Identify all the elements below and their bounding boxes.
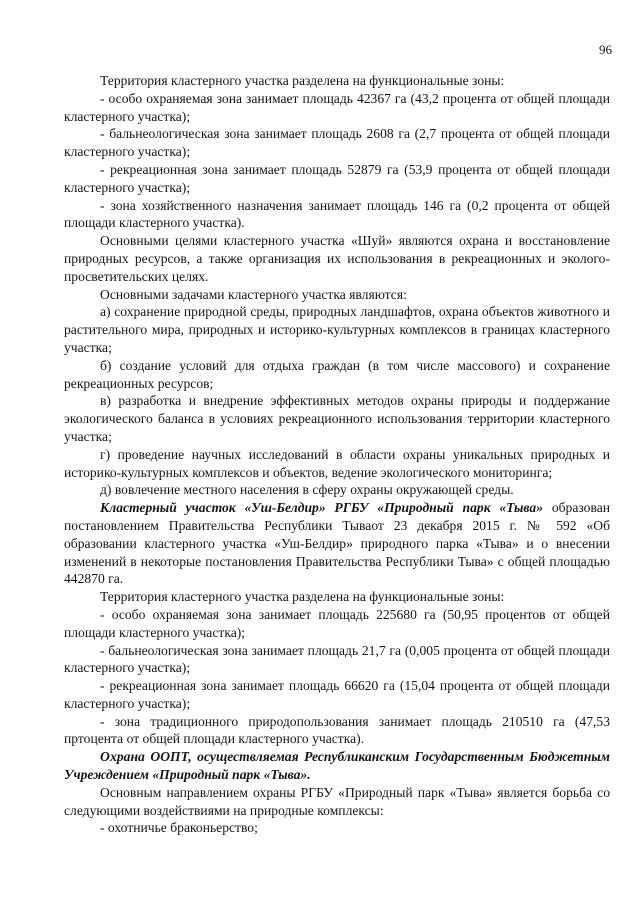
poaching-item: - охотничье браконьерство; [100,820,258,836]
page-number: 96 [599,42,612,57]
task-item-d: г) проведение научных исследований в области охраны уникальных природных и историко-культурных комплексов и объектов, ведение экологического мониторинга; [64,446,610,480]
zone-item-protected: - особо охраняемая зона занимает площадь 42367 га (43,2 процента от общей площади кластерного участка); [64,90,610,124]
ush-beldir-heading: Кластерный участок «Уш-Белдир» РГБУ «Природный парк «Тыва» [100,500,544,516]
zone-item-recreational: - рекреационная зона занимает площадь 52879 га (53,9 процента от общей площади кластерного участка); [64,161,610,195]
zones-intro-paragraph: Территория кластерного участка разделена на функциональные зоны: [100,73,505,88]
oopt-protection-heading: Охрана ООПТ, осуществляемая Республиканским Государственным Бюджетным Учреждением «Природный парк «Тыва». [64,749,610,783]
tasks-intro-paragraph: Основными задачами кластерного участка являются: [100,286,407,302]
task-item-e: д) вовлечение местного населения в сферу охраны окружающей среды. [100,482,514,498]
zone-item-recreational-2: - рекреационная зона занимает площадь 66620 га (15,04 процента от общей площади кластерного участка); [64,678,610,711]
zone-item-traditional: - зона традиционного природопользования занимает площадь 210510 га (47,53 пртоцента от общей площади кластерного участка). [64,713,610,747]
task-item-b: б) создание условий для отдыха граждан (в том числе массового) и сохранение рекреационных ресурсов; [64,357,610,391]
zone-item-economic: - зона хозяйственного назначения занимает площадь 146 га (0,2 процента от общей площади кластерного участка). [64,197,610,231]
zone-item-protected-2: - особо охраняемая зона занимает площадь 225680 га (50,95 процентов от общей площади кластерного участка); [64,606,610,640]
zone-item-balneological: - бальнеологическая зона занимает площадь 2608 га (2,7 процента от общей площади кластерного участка); [64,126,610,160]
oopt-protection-paragraph [64,748,610,784]
zone-item-balneological-2: - бальнеологическая зона занимает площадь 21,7 га (0,005 процента от общей площади кластерного участка); [64,642,610,676]
task-item-a: а) сохранение природной среды, природных ландшафтов, охрана объектов животного и растительного мира, природных и историко-культурных комплексов в границах кластерного участка; [64,304,610,355]
body-text [64,72,610,837]
task-item-c: в) разработка и внедрение эффективных методов охраны природы и поддержание экологического баланса в условиях рекреационного использования территории кластерного участка; [64,393,610,444]
ush-beldir-text: образован постановлением Правительства Республики Тываот 23 декабря 2015 г. № 592 «Об образовании кластерного участка «Уш-Белдир» природного парка «Тыва» и о внесении изменений в некоторые постановления Правительства Республики Тыва» с общей площадью 442870 га. [64,500,611,587]
protection-direction-paragraph: Основным направлением охраны РГБУ «Природный парк «Тыва» является борьба со следующими воздействиями на природные комплексы: [64,784,610,818]
zones-intro-paragraph-2: Территория кластерного участка разделена на функциональные зоны: [100,589,505,605]
ush-beldir-paragraph [64,499,610,588]
goals-paragraph: Основными целями кластерного участка «Шуй» являются охрана и восстановление природных ресурсов, а также организация их использования в рекреационных и эколого-просветительских целях. [64,233,610,284]
